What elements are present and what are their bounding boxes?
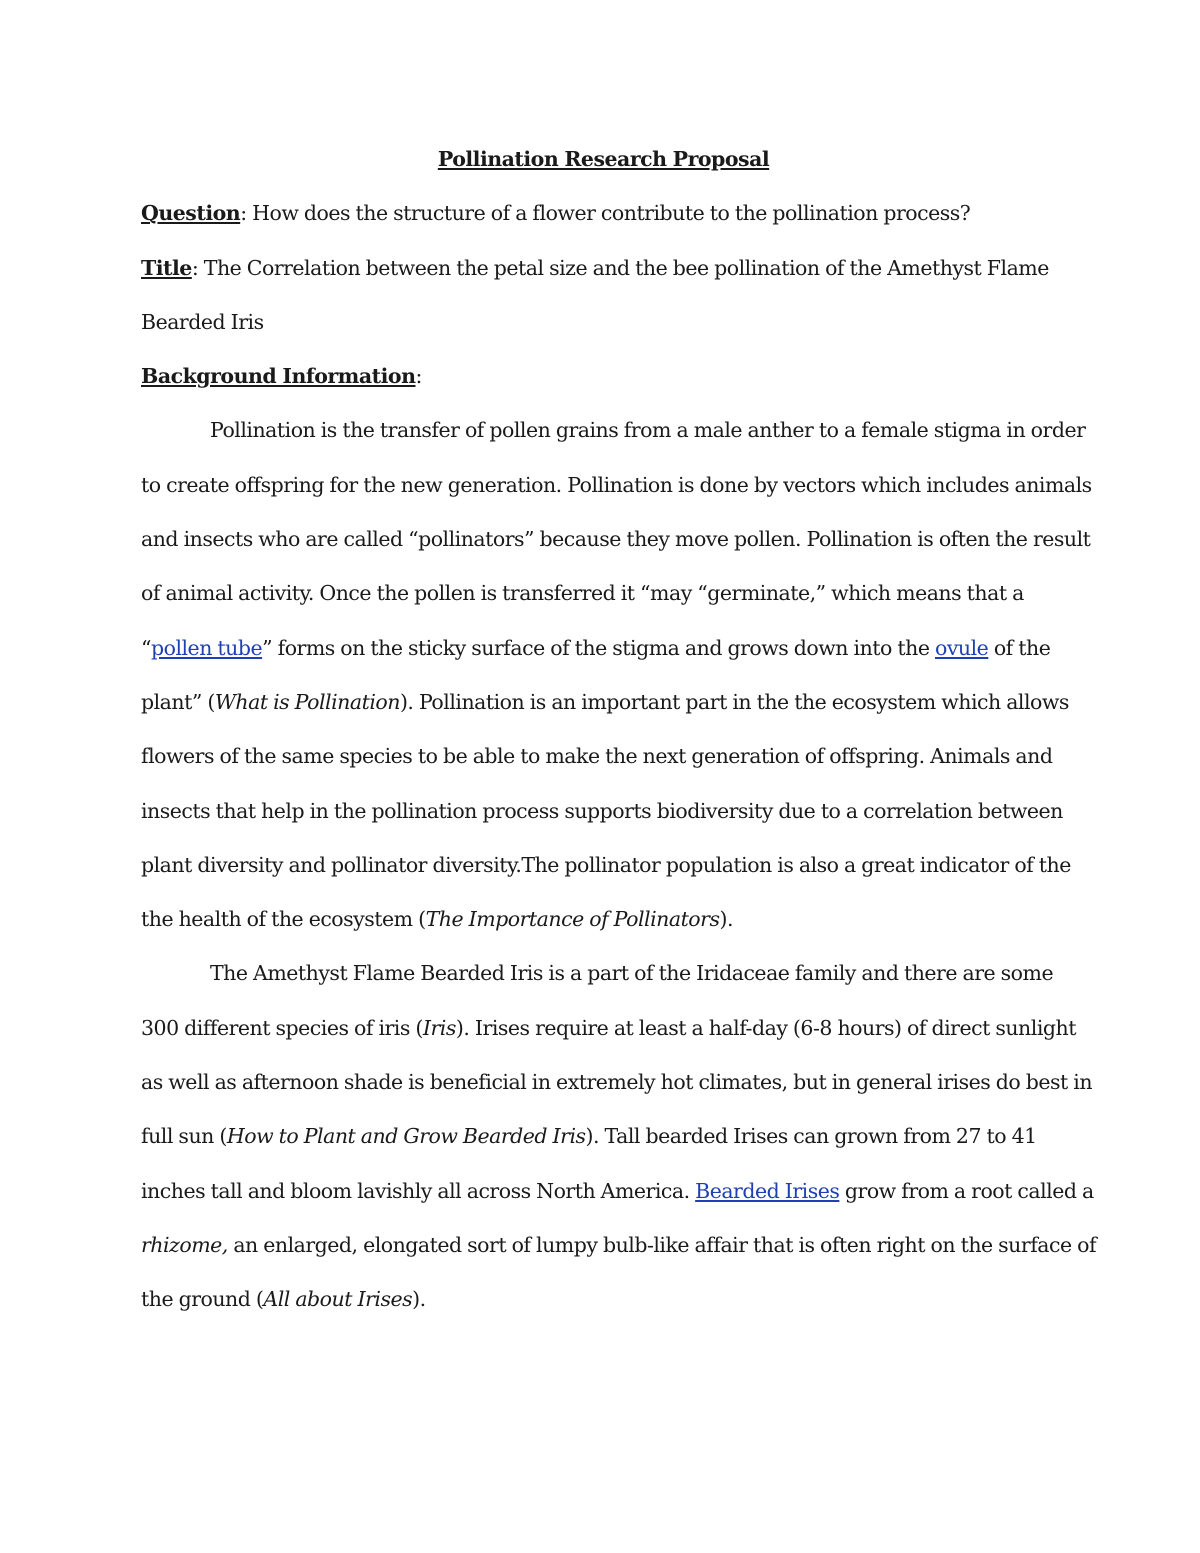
text-run: the ground (	[141, 1287, 264, 1312]
text-run: to create offspring for the new generation. Pollination is done by vectors which includes animals	[141, 472, 1092, 497]
paragraph-1-line-9	[141, 838, 1071, 892]
text-run: ). Pollination is an important part in the the ecosystem which allows	[399, 689, 1069, 714]
ovule-link[interactable]: ovule	[934, 635, 989, 660]
paragraph-1-line-4	[141, 566, 1066, 620]
title-label: Title	[141, 255, 192, 280]
text-run: insects that help in the pollination process supports biodiversity due to a correlation between	[141, 798, 1063, 823]
text-run: The Amethyst Flame Bearded Iris is a part of the Iridaceae family and there are some	[210, 961, 1054, 986]
text-run: ).	[412, 1287, 426, 1312]
text-run: 300 different species of iris (	[141, 1015, 423, 1040]
question-text: : How does the structure of a flower contribute to the pollination process?	[240, 201, 971, 226]
text-run: grow from a root called a	[839, 1178, 1094, 1203]
citation-importance-of-pollinators: The Importance of Pollinators	[425, 907, 720, 932]
text-run: flowers of the same species to be able to make the next generation of offspring. Animals and	[141, 744, 1053, 769]
text-run: plant” (	[141, 689, 215, 714]
text-run: plant diversity and pollinator diversity.The pollinator population is also a great indicator of the	[141, 852, 1071, 877]
text-run: as well as afternoon shade is beneficial in extremely hot climates, but in general irises do best in	[141, 1070, 1093, 1095]
document-title: Pollination Research Proposal	[437, 147, 770, 171]
text-run: of the	[988, 635, 1051, 660]
text-run: ). Tall bearded Irises can grown from 27 to 41	[585, 1124, 1037, 1149]
paragraph-2-line-6	[141, 1218, 1097, 1272]
background-heading-line	[141, 349, 1066, 403]
text-run: ).	[719, 907, 733, 932]
paragraph-1-line-6	[141, 675, 1069, 729]
paragraph-2-line-1	[141, 946, 1066, 1000]
paragraph-1-line-1	[141, 403, 1086, 457]
paragraph-1-line-2	[141, 458, 1092, 512]
paragraph-1-line-10	[141, 892, 1066, 946]
paragraph-2-line-3	[141, 1055, 1093, 1109]
background-heading-colon: :	[415, 364, 422, 389]
text-run: and insects who are called “pollinators” because they move pollen. Pollination is often the result	[141, 527, 1091, 552]
text-run: full sun (	[141, 1124, 227, 1149]
pollen-tube-link[interactable]: pollen tube	[150, 635, 263, 660]
paragraph-2-line-5	[141, 1164, 1094, 1218]
bearded-irises-link[interactable]: Bearded Irises	[695, 1178, 840, 1203]
paragraph-1-line-5	[141, 621, 1066, 675]
background-heading: Background Information	[141, 364, 416, 389]
paragraph-1-line-8	[141, 784, 1066, 838]
text-run: Pollination is the transfer of pollen grains from a male anther to a female stigma in order	[210, 418, 1086, 443]
question-line	[141, 186, 1066, 240]
title-text-continued: Bearded Iris	[141, 309, 264, 334]
question-label: Question	[141, 201, 241, 226]
text-run: “	[141, 635, 151, 660]
citation-what-is-pollination: What is Pollination	[214, 689, 400, 714]
citation-how-to-plant: How to Plant and Grow Bearded Iris	[226, 1124, 586, 1149]
title-line-2	[141, 295, 1066, 349]
paragraph-2-line-7	[141, 1272, 1066, 1326]
paragraph-2-line-2	[141, 1001, 1076, 1055]
text-run: the health of the ecosystem (	[141, 907, 426, 932]
citation-iris: Iris	[422, 1015, 456, 1040]
text-run: ). Irises require at least a half-day (6-8 hours) of direct sunlight	[455, 1015, 1076, 1040]
paragraph-1-line-7	[141, 729, 1066, 783]
text-run: inches tall and bloom lavishly all across North America.	[141, 1178, 696, 1203]
paragraph-2-line-4	[141, 1109, 1066, 1163]
text-run: an enlarged, elongated sort of lumpy bulb-like affair that is often right on the surface of	[227, 1232, 1097, 1257]
document-title-line	[141, 132, 1066, 186]
paragraph-1-line-3	[141, 512, 1091, 566]
rhizome-term: rhizome,	[141, 1232, 228, 1257]
document-page	[141, 132, 1097, 1327]
citation-all-about-irises: All about Irises	[263, 1287, 413, 1312]
title-line-1	[141, 241, 1066, 295]
title-text: : The Correlation between the petal size and the bee pollination of the Amethyst Flame	[191, 255, 1049, 280]
text-run: of animal activity. Once the pollen is transferred it “may “germinate,” which means that a	[141, 581, 1024, 606]
text-run: ” forms on the sticky surface of the stigma and grows down into the	[262, 635, 935, 660]
